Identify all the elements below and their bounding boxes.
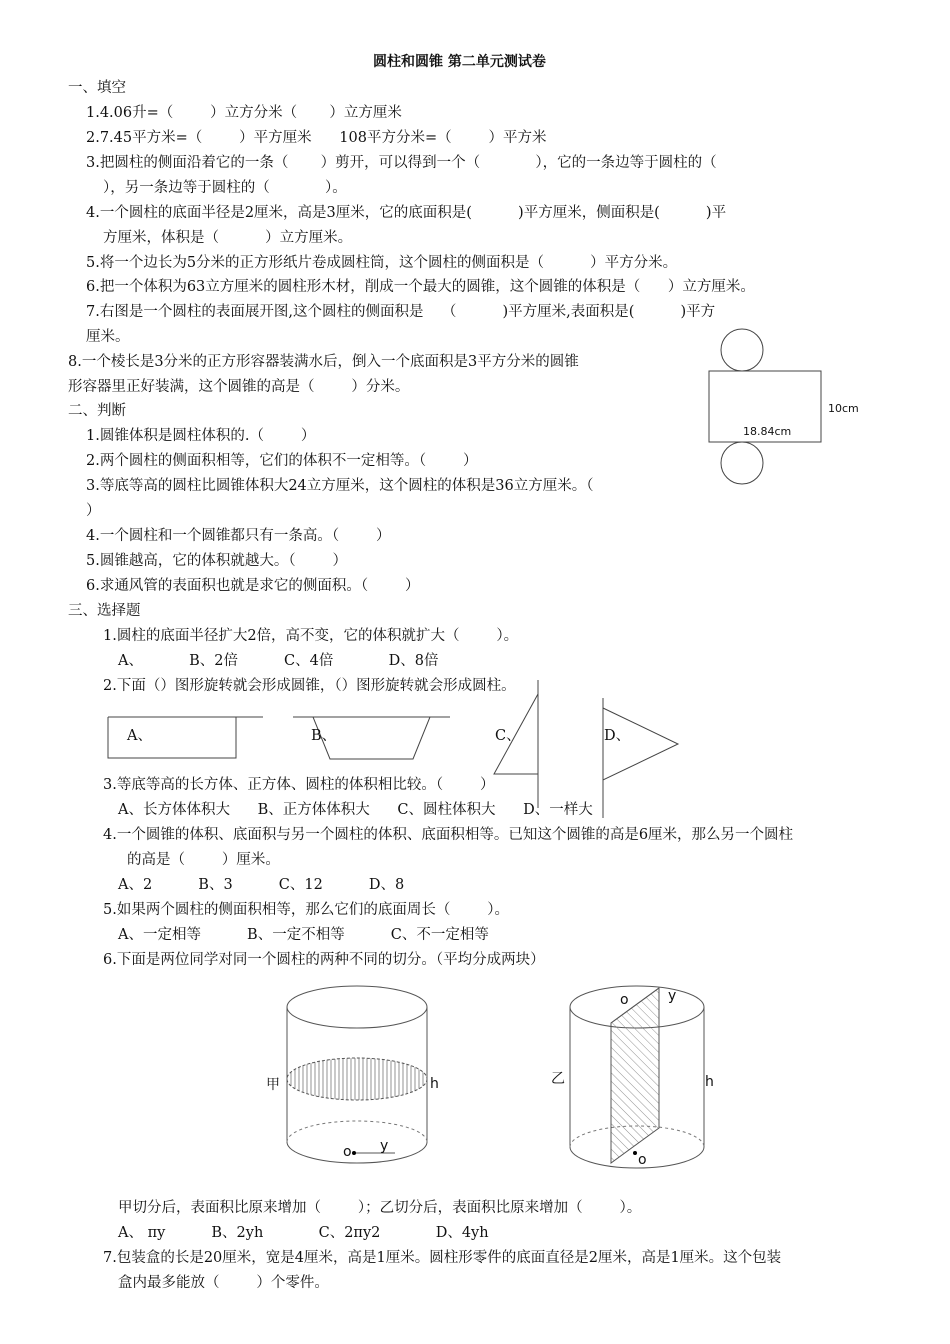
- question-3-6-options: A、 πy B、2yh C、2πy2 D、4yh: [118, 1225, 489, 1241]
- question-3-6: 6.下面是两位同学对同一个圆柱的两种不同的切分。（平均分成两块）: [103, 952, 545, 968]
- cylinder-jia-y: y: [380, 1138, 389, 1154]
- question-1-7-cont: 厘米。: [86, 329, 130, 345]
- shape-a-label: A、: [127, 728, 152, 744]
- net-top-circle: [721, 329, 763, 371]
- shape-b-label: B、: [311, 728, 337, 744]
- section-heading-choice: 三、选择题: [68, 603, 141, 619]
- cylinder-yi-label: 乙: [551, 1071, 565, 1087]
- question-3-6-blanks: 甲切分后，表面积比原来增加（ ）；乙切分后，表面积比原来增加（ ）。: [118, 1200, 642, 1216]
- question-3-3: 3.等底等高的长方体、正方体、圆柱的体积相比较。（ ）: [103, 777, 495, 793]
- shape-c-label: C、: [495, 728, 521, 744]
- question-2-4: 4.一个圆柱和一个圆锥都只有一条高。（ ）: [86, 528, 391, 544]
- question-3-4: 4.一个圆锥的体积、底面积与另一个圆柱的体积、底面积相等。已知这个圆锥的高是6厘米，那么另一个圆柱: [103, 827, 794, 843]
- net-bottom-circle: [721, 442, 763, 484]
- cylinder-yi: [570, 986, 704, 1168]
- cut-plane-yi: [611, 988, 659, 1163]
- cut-plane-jia: [287, 1058, 427, 1100]
- question-1-7: 7.右图是一个圆柱的表面展开图,这个圆柱的侧面积是 （ )平方厘米,表面积是( )平方: [86, 304, 716, 320]
- question-3-5: 5.如果两个圆柱的侧面积相等，那么它们的底面周长（ ）。: [103, 902, 509, 918]
- question-1-5: 5.将一个边长为5分米的正方形纸片卷成圆柱筒，这个圆柱的侧面积是（ ）平方分米。: [86, 255, 678, 271]
- question-1-3: 3.把圆柱的侧面沿着它的一条（ ）剪开，可以得到一个（ ），它的一条边等于圆柱的（: [86, 155, 717, 171]
- page-title: 圆柱和圆锥 第二单元测试卷: [373, 54, 546, 70]
- question-2-6: 6.求通风管的表面积也就是求它的侧面积。（ ）: [86, 578, 420, 594]
- question-3-3-options: A、长方体体积大 B、正方体体积大 C、圆柱体积大 D、一样大: [118, 802, 593, 818]
- net-length-label: 18.84cm: [743, 425, 792, 438]
- question-1-2: 2.7.45平方米=（ ）平方厘米 108平方分米=（ ）平方米: [86, 130, 547, 146]
- question-2-2: 2.两个圆柱的侧面积相等，它们的体积不一定相等。（ ）: [86, 453, 478, 469]
- question-3-2: 2.下面（）图形旋转就会形成圆锥，（）图形旋转就会形成圆柱。: [103, 678, 516, 694]
- net-height-label: 10cm: [828, 402, 859, 415]
- cylinder-cut-figure: [270, 978, 730, 1188]
- question-1-4: 4.一个圆柱的底面半径是2厘米，高是3厘米，它的底面积是( )平方厘米，侧面积是( )平: [86, 205, 727, 221]
- question-1-6: 6.把一个体积为63立方厘米的圆柱形木材，削成一个最大的圆锥，这个圆锥的体积是（ ）立方厘米。: [86, 279, 755, 295]
- cylinder-jia: [287, 986, 427, 1163]
- question-2-5: 5.圆锥越高，它的体积就越大。（ ）: [86, 553, 347, 569]
- question-2-3: 3.等底等高的圆柱比圆锥体积大24立方厘米，这个圆柱的体积是36立方厘米。（: [86, 478, 594, 494]
- question-2-1: 1.圆锥体积是圆柱体积的.（ ）: [86, 428, 316, 444]
- question-3-7: 7.包装盒的长是20厘米，宽是4厘米，高是1厘米。圆柱形零件的底面直径是2厘米，高是1厘米。这个包装: [103, 1250, 782, 1266]
- cylinder-jia-label: 甲: [266, 1077, 280, 1093]
- cylinder-yi-y: y: [668, 988, 677, 1004]
- section-heading-fill: 一、填空: [68, 80, 126, 96]
- cylinder-jia-o: o: [343, 1144, 352, 1160]
- shape-d-label: D、: [604, 728, 631, 744]
- question-3-5-options: A、一定相等 B、一定不相等 C、不一定相等: [118, 927, 489, 943]
- question-3-1: 1.圆柱的底面半径扩大2倍，高不变，它的体积就扩大（ ）。: [103, 628, 519, 644]
- question-3-4-options: A、2 B、3 C、12 D、8: [118, 877, 405, 893]
- question-1-4-cont: 方厘米，体积是（ ）立方厘米。: [103, 230, 353, 246]
- question-1-8: 8.一个棱长是3分米的正方形容器装满水后，倒入一个底面积是3平方分米的圆锥: [68, 354, 579, 370]
- question-3-1-options: A、 B、2倍 C、4倍 D、8倍: [118, 653, 439, 669]
- rotation-shapes-figure: [100, 680, 700, 820]
- cylinder-net-figure: [700, 328, 830, 488]
- question-2-3-cont: ）: [86, 503, 101, 519]
- cylinder-yi-o-bottom: o: [638, 1152, 647, 1168]
- cylinder-yi-h: h: [705, 1074, 714, 1090]
- question-1-1: 1.4.06升=（ ）立方分米（ ）立方厘米: [86, 105, 402, 121]
- question-1-3-cont: ），另一条边等于圆柱的（ ）。: [103, 180, 347, 196]
- question-3-4-cont: 的高是（ ）厘米。: [127, 852, 280, 868]
- section-heading-judge: 二、判断: [68, 403, 126, 419]
- question-3-7-cont: 盒内最多能放（ ）个零件。: [118, 1275, 329, 1291]
- question-1-8-cont: 形容器里正好装满，这个圆锥的高是（ ）分米。: [68, 379, 410, 395]
- cylinder-jia-h: h: [430, 1076, 439, 1092]
- cylinder-yi-o-top: o: [620, 992, 629, 1008]
